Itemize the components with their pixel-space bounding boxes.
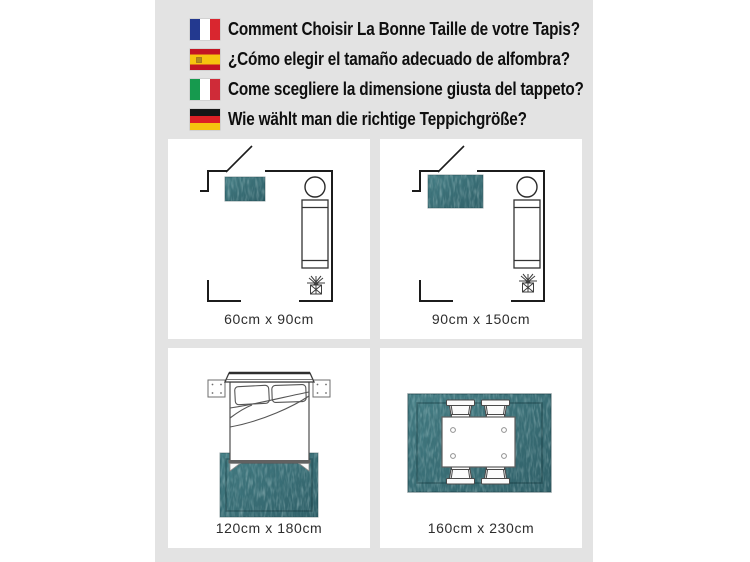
chair-bottom-left-icon <box>447 466 475 484</box>
germany-flag-icon <box>190 109 220 130</box>
chair-bottom-right-icon <box>482 466 510 484</box>
content-column <box>155 0 593 562</box>
language-row-french <box>155 14 593 44</box>
rug-size-label: 120cm x 180cm <box>215 520 323 536</box>
round-table-icon <box>305 177 325 197</box>
multilanguage-heading <box>155 14 593 134</box>
heading-italian: Come scegliere la dimensione giusta del tappeto? <box>228 78 584 99</box>
open-door-icon <box>438 146 464 172</box>
bed-icon <box>225 373 314 471</box>
panel-120x180 <box>168 348 370 548</box>
bedroom-floorplan-small-diagram <box>168 139 370 311</box>
bed-icon <box>514 200 540 268</box>
panel-160x230 <box>380 348 582 548</box>
bed-footboard <box>229 460 311 463</box>
rug-90x150 <box>428 175 483 208</box>
rug-60x90 <box>225 177 265 201</box>
language-row-spanish <box>155 44 593 74</box>
dining-table-icon <box>442 417 515 467</box>
rug-size-label: 60cm x 90cm <box>224 311 314 327</box>
panel-60x90 <box>168 139 370 339</box>
potted-plant-icon <box>519 274 537 292</box>
panel-90x150 <box>380 139 582 339</box>
bed-icon <box>302 200 328 268</box>
spain-flag-icon <box>190 49 220 70</box>
dining-table-diagram <box>380 348 582 520</box>
france-flag-icon <box>190 19 220 40</box>
heading-spanish: ¿Cómo elegir el tamaño adecuado de alfombra? <box>228 48 570 69</box>
headboard <box>225 373 314 382</box>
spain-emblem-icon <box>196 57 202 63</box>
bed-top-view-diagram <box>168 348 370 520</box>
language-row-german <box>155 104 593 134</box>
language-row-italian <box>155 74 593 104</box>
bedroom-floorplan-medium-diagram <box>380 139 582 311</box>
round-table-icon <box>517 177 537 197</box>
chair-top-left-icon <box>447 400 475 418</box>
rug-size-label: 90cm x 150cm <box>431 311 531 327</box>
potted-plant-icon <box>307 276 325 294</box>
italy-flag-icon <box>190 79 220 100</box>
heading-german: Wie wählt man die richtige Teppichgröße? <box>228 108 527 129</box>
chair-top-right-icon <box>482 400 510 418</box>
rug-size-label: 160cm x 230cm <box>427 520 535 536</box>
heading-french: Comment Choisir La Bonne Taille de votre Tapis? <box>228 18 580 39</box>
open-door-icon <box>226 146 252 172</box>
nightstand-left-icon <box>208 380 225 397</box>
nightstand-right-icon <box>313 380 330 397</box>
